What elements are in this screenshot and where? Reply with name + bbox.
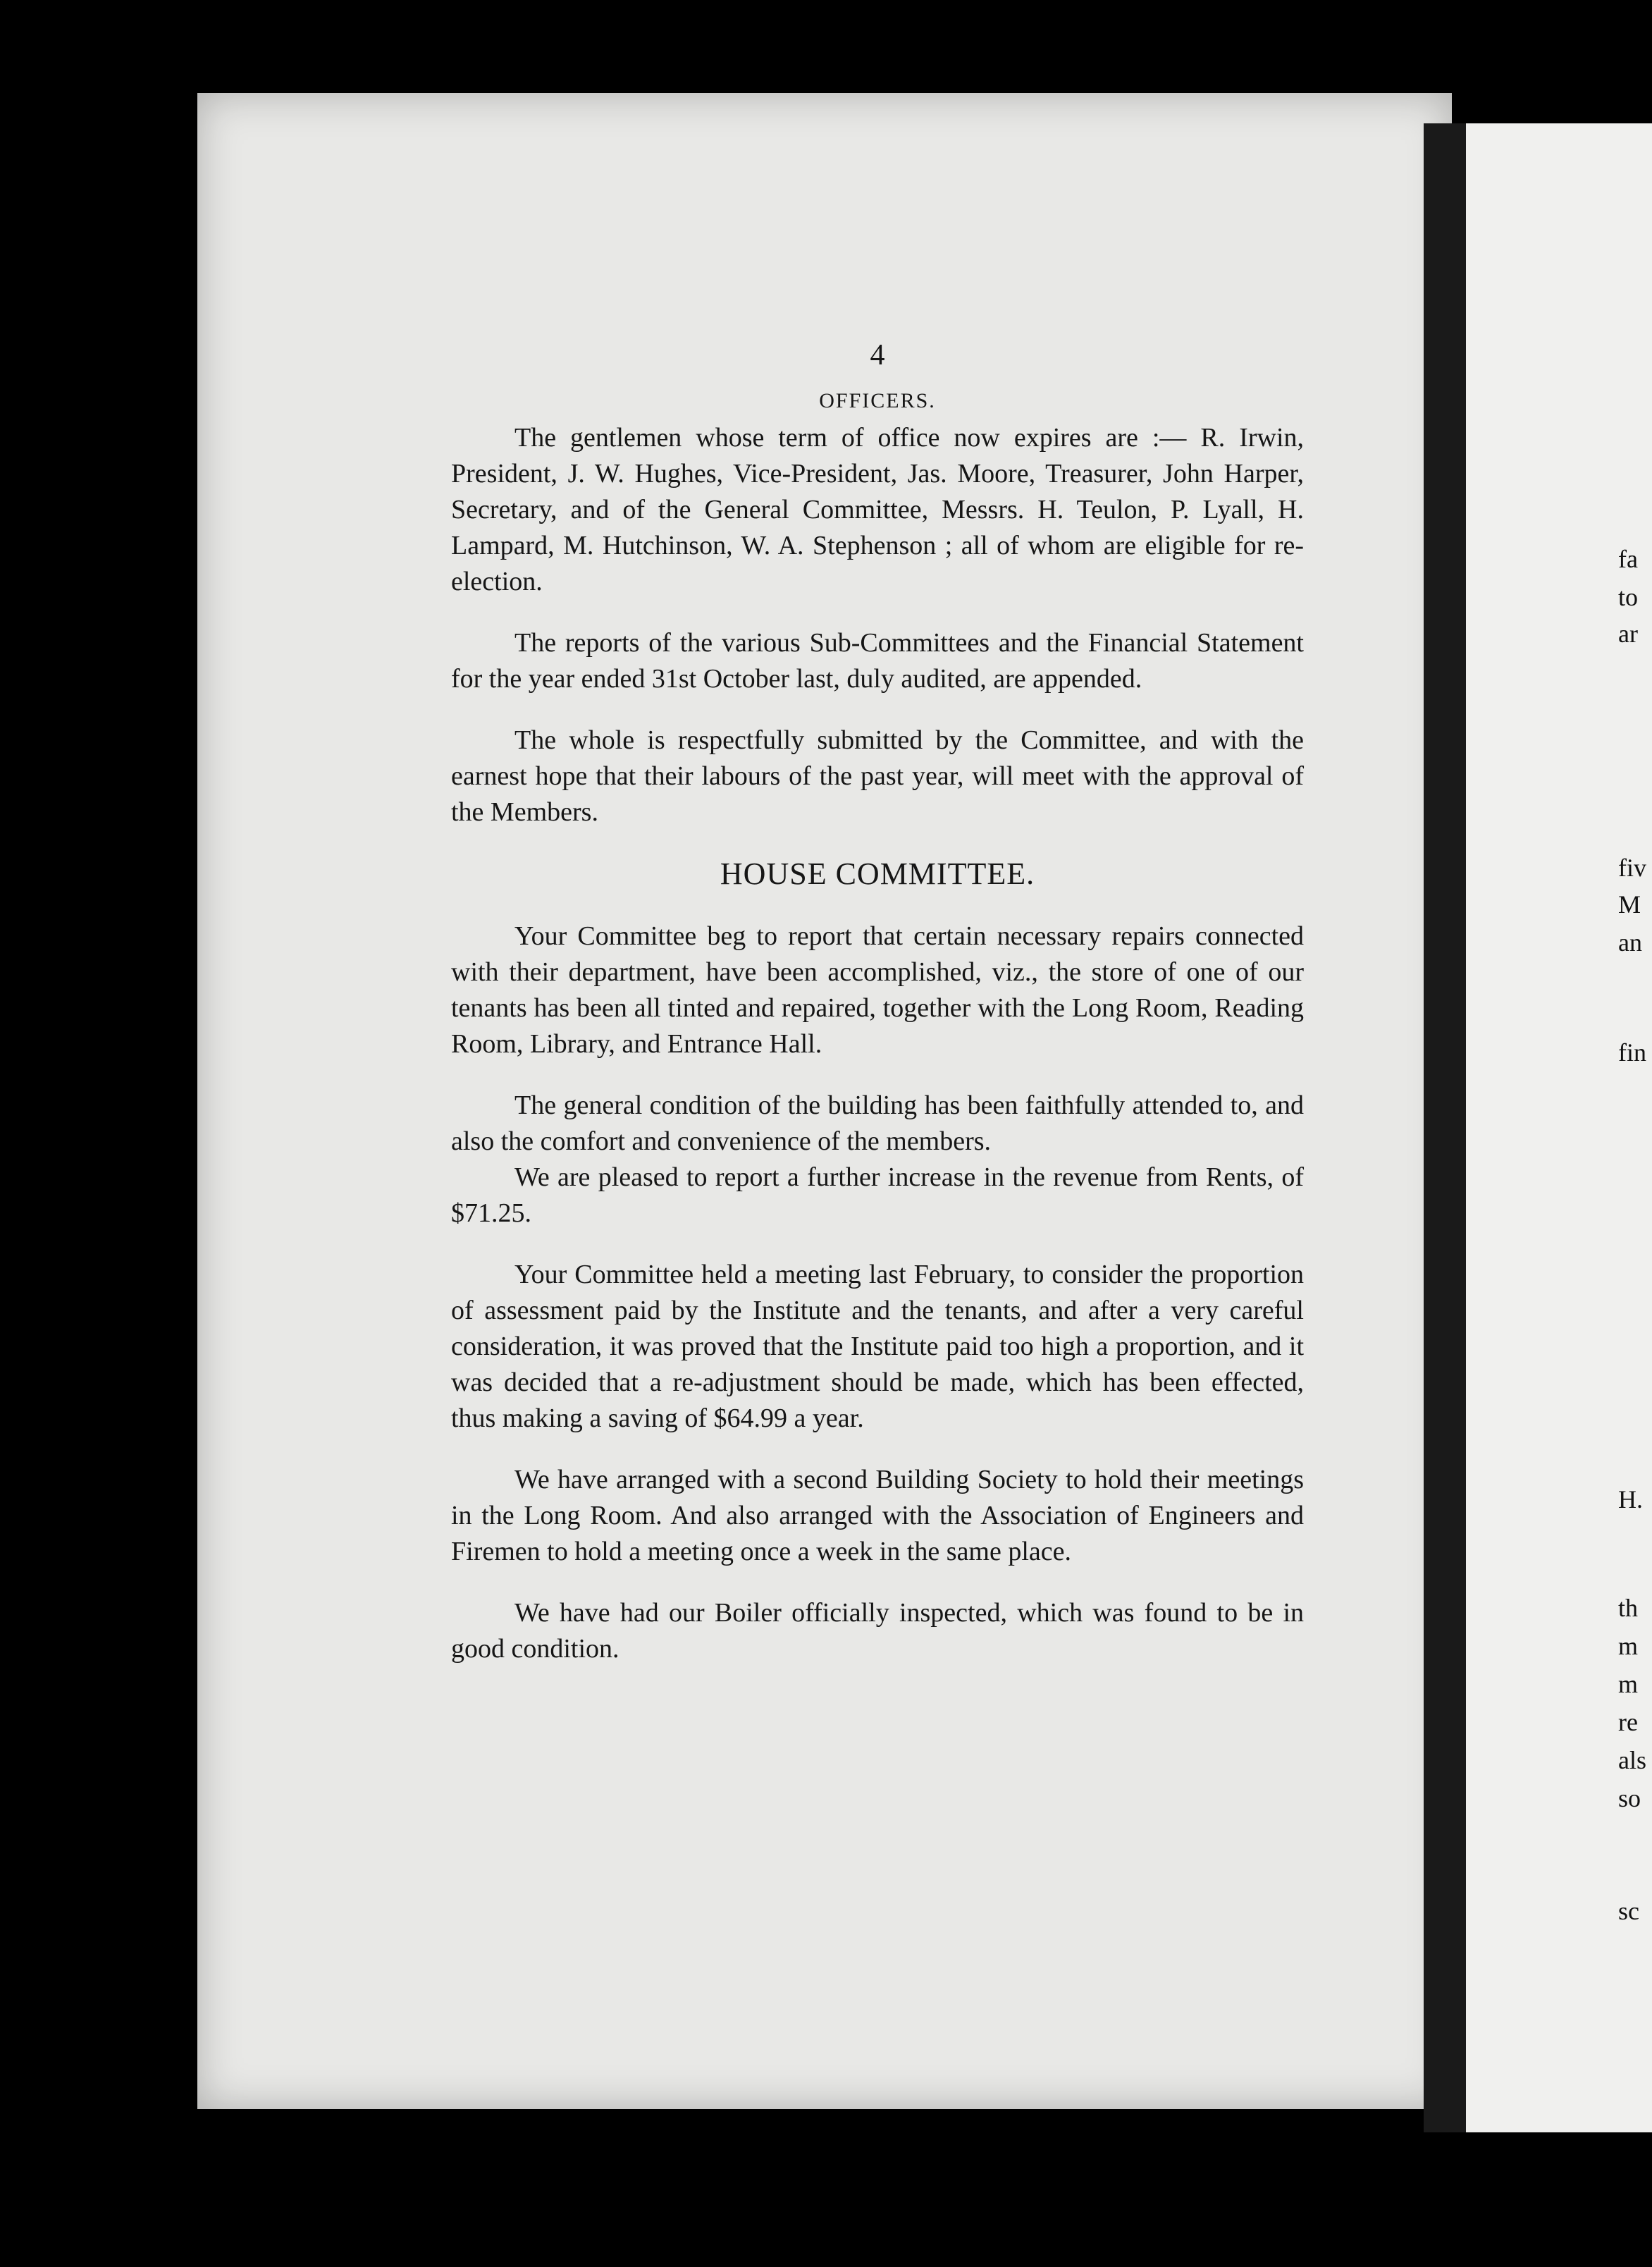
facing-page-fragment: M	[1618, 890, 1641, 919]
house-paragraph: We are pleased to report a further increase in the revenue from Rents, of $71.25.	[451, 1162, 1304, 1228]
facing-page	[1466, 123, 1652, 2132]
house-paragraph: We have had our Boiler officially inspected, which was found to be in good condition.	[451, 1598, 1304, 1664]
house-paragraph: The general condition of the building has been faithfully attended to, and also the comfort and convenience of the members.	[451, 1091, 1304, 1156]
facing-page-fragment: fiv	[1618, 854, 1646, 882]
house-paragraph: Your Committee beg to report that certain necessary repairs connected with their department, have been accomplished, viz., the store of one of our tenants has been all tinted and repaired, together with the Long Room, Reading Room, Library, and Entrance Hall.	[451, 921, 1304, 1059]
page-number: 4	[870, 339, 885, 371]
officers-heading: OFFICERS.	[819, 389, 936, 412]
facing-page-fragment: an	[1618, 928, 1642, 957]
facing-page-fragment: re	[1618, 1708, 1638, 1736]
facing-page-fragment: m	[1618, 1670, 1639, 1698]
facing-page-fragment: m	[1618, 1632, 1639, 1660]
officers-paragraph: The reports of the various Sub-Committees and the Financial Statement for the year ended 31st October last, duly audited, are appended.	[451, 628, 1304, 694]
facing-page-fragment: sc	[1618, 1897, 1639, 1925]
house-committee-heading: HOUSE COMMITTEE.	[720, 856, 1035, 891]
facing-page-fragment: to	[1618, 583, 1639, 611]
officers-paragraph: The whole is respectfully submitted by the Committee, and with the earnest hope that their labours of the past year, will meet with the approval of the Members.	[451, 725, 1304, 827]
facing-page-fragment: ar	[1618, 620, 1638, 648]
facing-page-fragment: so	[1618, 1784, 1641, 1812]
facing-page-fragment: th	[1618, 1594, 1639, 1622]
page-content	[451, 338, 1304, 1692]
facing-page-fragment: H.	[1618, 1485, 1643, 1513]
house-paragraph: Your Committee held a meeting last February, to consider the proportion of assessment paid by the Institute and the tenants, and after a very careful consideration, it was proved that the Institute paid too high a proportion, and it was decided that a re-adjustment should be made, which has been effected, thus making a saving of $64.99 a year.	[451, 1260, 1304, 1433]
facing-page-fragment: fa	[1618, 545, 1638, 573]
facing-page-fragment: fin	[1618, 1038, 1646, 1067]
house-paragraph: We have arranged with a second Building Society to hold their meetings in the Long Room. And also arranged with the Association of Engineers and Firemen to hold a meeting once a week in the same place.	[451, 1465, 1304, 1566]
officers-paragraph: The gentlemen whose term of office now expires are :— R. Irwin, President, J. W. Hughes, Vice-President, Jas. Moore, Treasurer, John Harper, Secretary, and of the General Committee, Messrs. H. Teulon, P. Lyall, H. Lampard, M. Hutchinson, W. A. Stephenson ; all of whom are eligible for re-election.	[451, 423, 1304, 596]
book-spine	[1424, 123, 1466, 2132]
facing-page-fragment: als	[1618, 1746, 1646, 1774]
